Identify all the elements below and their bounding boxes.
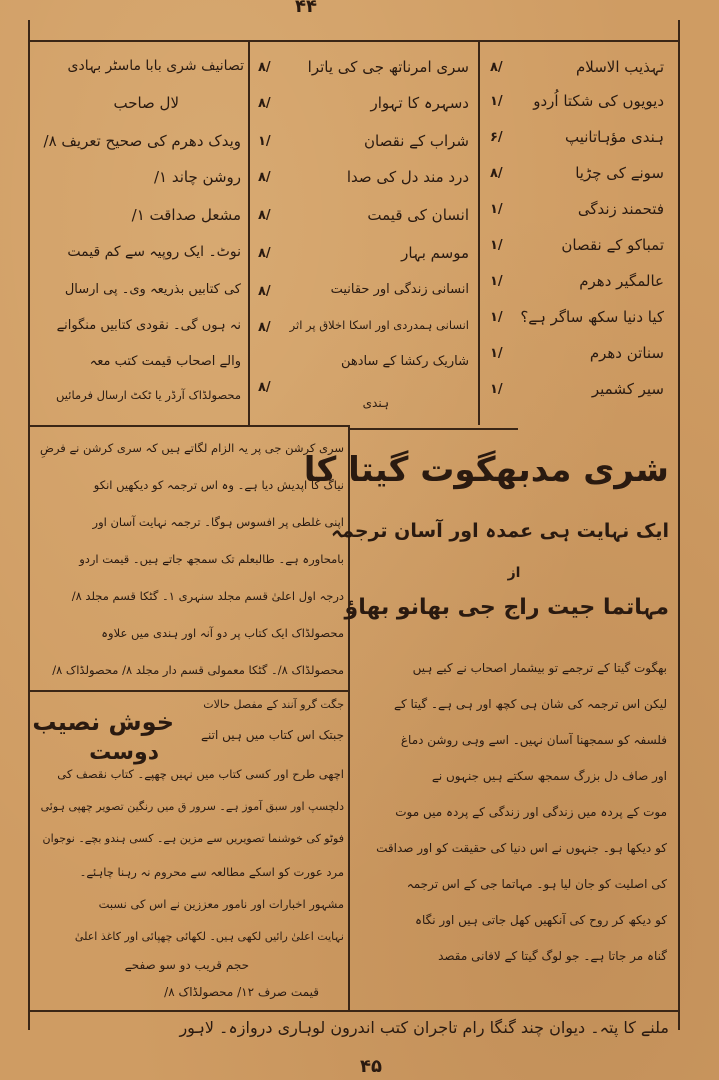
paragraph-line: محصولڈاک ۸/۔ گٹکا معمولی قسم دار مجلد ۸/ محصولڈاک ۸/: [52, 663, 344, 677]
list-item-price: ۱/: [490, 238, 503, 253]
frame-top: [28, 40, 680, 42]
gita-details-note: [32, 430, 344, 689]
list-item-price: ۸/: [258, 170, 271, 185]
list-item: ہندی: [362, 396, 389, 410]
list-item: شاریک رکشا کے سادھن: [340, 354, 469, 369]
khush-price: قیمت صرف ۱۲/ محصولڈاک ۸/: [164, 985, 319, 999]
gita-by: از: [507, 565, 521, 581]
khush-line: دلچسپ اور سبق آموز ہے۔ سرور ق میں رنگین تصویر چھپی ہوئی: [40, 800, 344, 813]
list-item: مشعل صداقت ۱/: [131, 206, 241, 224]
gita-headline: شری مدبھگوت گیتا کا: [303, 450, 669, 490]
list-item: دیویوں کی شکتا اُردو: [533, 92, 664, 110]
gita-subheadline: ایک نہایت ہی عمدہ اور آسان ترجمہ: [331, 520, 669, 542]
paragraph-line: بھگوت گیتا کے ترجمے تو بیشمار اصحاب نے کیے ہیں: [412, 661, 667, 675]
list-item-price: ۱/: [490, 274, 503, 289]
paragraph-line: گناہ مر جاتا ہے۔ جو لوگ گیتا کے لافانی مقصد: [438, 949, 667, 963]
khush-line: مرد عورت کو اسکے مطالعہ سے محروم نہ رہنا چاہئے۔: [79, 865, 344, 879]
divider-gita-top: [348, 428, 518, 430]
khush-line: اچھی طرح اور کسی کتاب میں نہیں چھپے۔ کتاب نقصف کی: [57, 767, 344, 781]
list-item: انسان کی قیمت: [367, 206, 469, 224]
khush-small-heading: جگت گرو آنند کے مفصل حالات: [203, 698, 344, 711]
list-item: موسم بہار: [401, 244, 469, 262]
khush-title: خوش نصیب: [32, 708, 174, 736]
page-number-bottom: ۴۵: [360, 1056, 382, 1077]
divider-left-mid: [248, 40, 250, 425]
list-item: سری امرناتھ جی کی یاترا: [307, 58, 469, 76]
paragraph-line: کی اصلیت کو جان لیا ہو۔ مہاتما جی کے اس ترجمہ: [406, 877, 667, 891]
author-heading: تصانیف شری بابا ماسٹر بہادی: [67, 58, 244, 74]
author-heading-2: لال صاحب: [113, 94, 179, 112]
divider-upper-lower-left: [28, 425, 348, 427]
list-item-price: ۸/: [258, 96, 271, 111]
list-item: تمباکو کے نقصان: [561, 236, 664, 254]
list-item: تہذیب الاسلام: [575, 58, 664, 76]
list-item: دسہرہ کا تہوار: [370, 94, 469, 112]
publisher-address: ملنے کا پتہ۔ دیوان چند گنگا رام تاجران کتب اندرون لوہاری دروازہ۔ لاہور: [179, 1018, 669, 1037]
note-line: والے اصحاب قیمت کتب معہ: [89, 354, 241, 369]
khush-line: جبتک اس کتاب میں ہیں اتنے: [200, 728, 344, 742]
paragraph-line: کو دیکھ کر روح کی آنکھیں کھل جاتی ہیں اور نگاہ: [414, 913, 667, 927]
list-item: ہندی مؤہاتانیپ: [564, 128, 664, 146]
khush-line: فوٹو کی خوشنما تصویریں سے مزین ہے۔ کسی ہندو بچے۔ نوجوان: [42, 832, 344, 845]
paragraph-line: موت کے پردہ میں زندگی اور زندگی کے پردہ میں موت: [395, 805, 667, 819]
paragraph-line: لیکن اس ترجمہ کی شان ہی کچھ اور ہی ہے۔ گیتا کے: [393, 697, 667, 711]
paragraph-line: بامحاورہ ہے۔ طالبعلم تک سمجھ جاتے ہیں۔ قیمت اردو: [79, 552, 344, 566]
divider-lower: [348, 425, 350, 1010]
khush-title-2: دوست: [89, 740, 159, 765]
khush-line: مشہور اخبارات اور نامور معززین نے اس کی نسبت: [98, 897, 344, 911]
paragraph-line: سری کرشن جی پر یہ الزام لگاتے ہیں کہ سری کرشن نے فرضِ: [40, 441, 344, 455]
note-line: نوٹ۔ ایک روپیہ سے کم قیمت: [67, 244, 241, 260]
divider-khush-top: [28, 690, 348, 692]
list-item-price: ۸/: [258, 284, 271, 299]
list-item: درد مند دل کی صدا: [346, 168, 469, 186]
list-item-price: ۱/: [490, 202, 503, 217]
khush-line: حجم قریب دو سو صفحے: [124, 958, 249, 972]
list-item-price: ۸/: [258, 246, 271, 261]
list-item-price: ۱/: [490, 346, 503, 361]
paragraph-line: کو دیکھا ہو۔ جنہوں نے اس دنیا کی حقیقت کو اور صداقت: [376, 841, 667, 855]
paragraph-line: اور صاف دل بزرگ سمجھ سکتے ہیں جنہوں نے: [431, 769, 667, 783]
list-item: روشن چاند ۱/: [153, 168, 241, 186]
list-item-price: ۱/: [490, 310, 503, 325]
list-item: سونے کی چڑیا: [575, 164, 664, 182]
list-item: کیا دنیا سکھ ساگر ہے؟: [520, 308, 664, 326]
list-item-price: ۸/: [258, 380, 271, 395]
list-item-price: ۸/: [258, 208, 271, 223]
divider-mid-right: [478, 40, 480, 425]
note-line: کی کتابیں بذریعہ وی۔ پی ارسال: [64, 282, 241, 297]
note-line: محصولڈاک آرڈر یا ٹکٹ ارسال فرمائیں: [56, 388, 241, 402]
paragraph-line: نیاگ کا اپدیش دیا ہے۔ وہ اس ترجمہ کو دیکھیں انکو: [93, 478, 344, 492]
paragraph-line: اپنی غلطی پر افسوس ہوگا۔ ترجمہ نہایت آسان اور: [92, 515, 344, 529]
note-line: نہ ہوں گی۔ نقودی کتابیں منگوانے: [56, 318, 241, 333]
list-item-price: ۱/: [258, 134, 271, 149]
list-item: عالمگیر دھرم: [579, 272, 664, 290]
gita-body: [357, 650, 667, 974]
list-item-price: ۱/: [490, 94, 503, 109]
list-item: انسانی زندگی اور حقانیت: [330, 282, 469, 297]
paragraph-line: درجہ اول اعلیٰ قسم مجلد سنہری ۱۔ گٹکا قسم مجلد ۸/: [71, 589, 344, 603]
paragraph-line: محصولڈاک ایک کتاب پر دو آنہ اور ہندی میں علاوہ: [101, 626, 344, 640]
list-item: ویدک دھرم کی صحیح تعریف ۸/: [43, 132, 241, 150]
list-item-price: ۸/: [490, 166, 503, 181]
list-item-price: ۶/: [490, 130, 503, 145]
page-number-top: ۴۴: [295, 0, 317, 17]
gita-author: مہاتما جیت راج جی بھانو بھاؤ: [344, 595, 669, 620]
list-item: سناتن دھرم: [589, 344, 664, 362]
frame-left: [28, 20, 30, 1030]
frame-right: [678, 20, 680, 1030]
paragraph-line: فلسفہ کو سمجھنا آسان نہیں۔ اسے وہی روشن دماغ: [400, 733, 667, 747]
list-item: فتحمند زندگی: [577, 200, 664, 218]
list-item-price: ۸/: [490, 60, 503, 75]
list-item-price: ۱/: [490, 382, 503, 397]
list-item-price: ۸/: [258, 60, 271, 75]
list-item: سیر کشمیر: [591, 380, 664, 398]
list-item: شراب کے نقصان: [364, 132, 469, 150]
frame-footer-rule: [28, 1010, 680, 1012]
khush-line: نہایت اعلیٰ رائیں لکھی ہیں۔ لکھائی چھپائی اور کاغذ اعلیٰ: [74, 930, 344, 943]
list-item-price: ۸/: [258, 320, 271, 335]
list-item: انسانی ہمدردی اور اسکا اخلاق پر اثر: [289, 318, 469, 332]
